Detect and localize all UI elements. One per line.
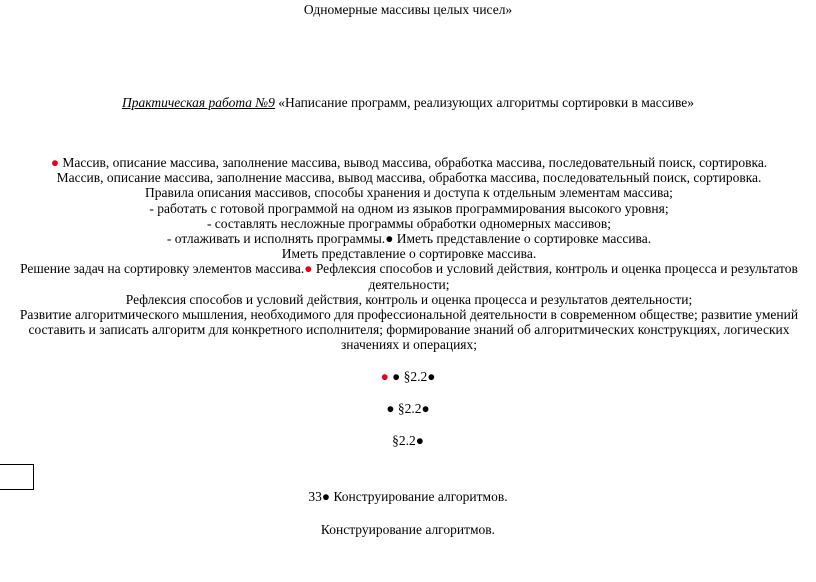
bullet-icon: ●: [415, 433, 424, 448]
bullet-icon: ●: [50, 155, 59, 170]
bullet-icon: ●: [392, 369, 401, 384]
construct-line: Конструирование алгоритмов.: [320, 522, 496, 537]
lesson-content: [14, 155, 804, 353]
section-reference: ● ● §2.2●: [380, 369, 436, 384]
page-title: [0, 2, 816, 18]
practical-work-label: Практическая работа №9: [121, 95, 275, 110]
content-line: Решение задач на сортировку элементов массива.● Рефлексия способов и условий действия, контроль и оценка процесса и результатов деятельности;: [20, 261, 798, 292]
bullet-icon: ●: [321, 489, 331, 504]
practical-work-heading: [0, 95, 816, 111]
content-line: Развитие алгоритмического мышления, необходимого для профессиональной деятельности в современном обществе; развитие умений составить и записать алгоритм для конкретного исполнителя; формирование знаний об алгоритмических конструкциях, логических значениях и операциях;: [19, 307, 799, 353]
content-line: Правила описания массивов, способы хранения и доступа к отдельным элементам массива;: [145, 185, 673, 201]
content-line: Массив, описание массива, заполнение массива, вывод массива, обработка массива, последовательный поиск, сортировка.: [56, 170, 762, 186]
bullet-icon: ●: [380, 369, 389, 384]
section-reference: ● §2.2●: [386, 401, 430, 416]
bullet-icon: ●: [304, 261, 313, 277]
construct-line: 33● Конструирование алгоритмов.: [308, 489, 508, 504]
content-line: - отлаживать и исполнять программы.● Иметь представление о сортировке массива.: [166, 231, 652, 247]
practical-work-name: «Написание программ, реализующих алгоритмы сортировки в массиве»: [274, 95, 694, 110]
bullet-icon: ●: [421, 401, 430, 416]
section-reference: §2.2●: [392, 433, 424, 448]
bullet-icon: ●: [385, 231, 394, 247]
content-line: - составлять несложные программы обработки одномерных массивов;: [206, 215, 612, 231]
bullet-icon: ●: [427, 369, 436, 384]
empty-frame: [0, 464, 34, 490]
content-line: Иметь представление о сортировке массива.: [281, 246, 537, 262]
content-line: ● Массив, описание массива, заполнение массива, вывод массива, обработка массива, последовательный поиск, сортировка.: [50, 155, 768, 170]
page-title-text: Одномерные массивы целых чисел»: [303, 2, 513, 17]
content-line: Рефлексия способов и условий действия, контроль и оценка процесса и результатов деятельности;: [125, 291, 693, 307]
bullet-icon: ●: [386, 401, 395, 416]
content-line: - работать с готовой программой на одном из языков программирования высокого уровня;: [149, 200, 669, 216]
